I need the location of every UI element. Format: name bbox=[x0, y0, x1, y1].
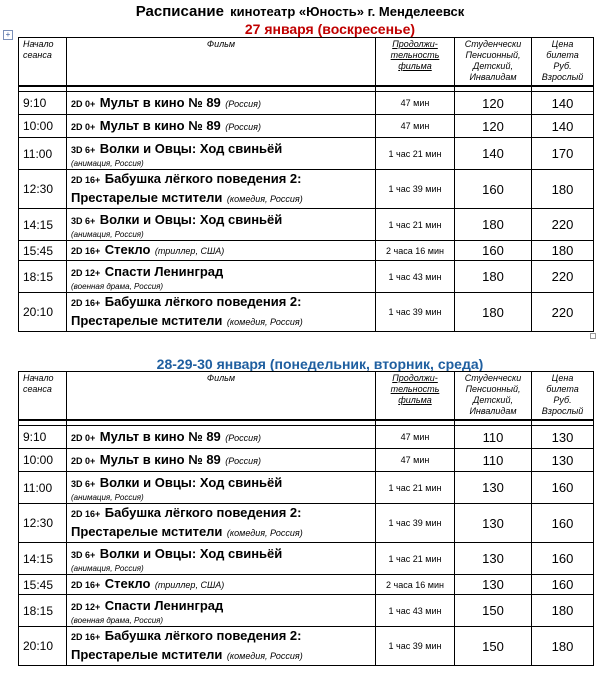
price-adult: 160 bbox=[532, 543, 594, 575]
film-duration: 2 часа 16 мин bbox=[376, 575, 455, 595]
table-row bbox=[19, 627, 594, 666]
film-title: Стекло bbox=[104, 242, 151, 257]
film-duration: 1 час 43 мин bbox=[376, 261, 455, 293]
film-duration: 1 час 21 мин bbox=[376, 543, 455, 575]
session-time: 10:00 bbox=[19, 115, 67, 138]
price-adult: 180 bbox=[532, 595, 594, 627]
film-cell bbox=[67, 627, 376, 666]
film-cell bbox=[67, 293, 376, 332]
film-duration: 1 час 21 мин bbox=[376, 138, 455, 170]
film-duration: 1 час 39 мин bbox=[376, 504, 455, 543]
session-time: 18:15 bbox=[19, 595, 67, 627]
price-adult: 160 bbox=[532, 575, 594, 595]
film-title: Волки и Овцы: Ход свиньёй bbox=[99, 140, 283, 156]
film-cell bbox=[67, 92, 376, 115]
price-student: 180 bbox=[455, 209, 532, 241]
price-adult: 130 bbox=[532, 426, 594, 449]
session-time: 10:00 bbox=[19, 449, 67, 472]
table-row bbox=[19, 293, 594, 332]
film-cell bbox=[67, 543, 376, 575]
col-header-time: Начало сеанса bbox=[19, 372, 67, 421]
price-student: 150 bbox=[455, 595, 532, 627]
film-duration: 1 час 21 мин bbox=[376, 209, 455, 241]
film-title-line2: Престарелые мстители bbox=[71, 190, 223, 205]
price-adult: 220 bbox=[532, 293, 594, 332]
table-row bbox=[19, 543, 594, 575]
film-duration: 47 мин bbox=[376, 92, 455, 115]
film-title: Волки и Овцы: Ход свиньёй bbox=[99, 474, 283, 490]
table-header-row bbox=[19, 372, 594, 421]
film-genre: (Россия) bbox=[225, 121, 261, 132]
schedule-table-1 bbox=[18, 37, 594, 332]
film-cell bbox=[67, 575, 376, 595]
section1-date: 27 января (воскресенье) bbox=[244, 21, 416, 37]
col-header-duration: Продолжи-тельность фильма bbox=[376, 38, 455, 87]
film-title: Мульт в кино № 89 bbox=[99, 94, 221, 110]
price-adult: 140 bbox=[532, 115, 594, 138]
film-duration: 1 час 39 мин bbox=[376, 293, 455, 332]
table-row bbox=[19, 209, 594, 241]
table-row bbox=[19, 472, 594, 504]
film-genre: (Россия) bbox=[225, 432, 261, 443]
film-cell bbox=[67, 209, 376, 241]
schedule-table-2 bbox=[18, 371, 594, 666]
session-time: 15:45 bbox=[19, 575, 67, 595]
film-title-line2: Престарелые мстители bbox=[71, 313, 223, 328]
price-student: 180 bbox=[455, 293, 532, 332]
film-genre: (анимация, Россия) bbox=[71, 229, 144, 239]
section2-body bbox=[19, 420, 594, 666]
table-row bbox=[19, 426, 594, 449]
film-title: Спасти Ленинград bbox=[104, 597, 224, 613]
film-genre: (Россия) bbox=[225, 455, 261, 466]
film-duration: 1 час 39 мин bbox=[376, 170, 455, 209]
title-cinema: кинотеатр «Юность» г. Менделеевск bbox=[230, 4, 465, 19]
session-time: 9:10 bbox=[19, 426, 67, 449]
film-format: 3D 6+ bbox=[71, 478, 96, 489]
price-adult: 160 bbox=[532, 472, 594, 504]
price-student: 160 bbox=[455, 241, 532, 261]
film-cell bbox=[67, 170, 376, 209]
film-title: Бабушка лёгкого поведения 2: bbox=[104, 505, 302, 520]
table-row bbox=[19, 449, 594, 472]
price-student: 140 bbox=[455, 138, 532, 170]
col-header-time: Начало сеанса bbox=[19, 38, 67, 87]
price-adult: 180 bbox=[532, 241, 594, 261]
col-header-film: Фильм bbox=[67, 38, 376, 87]
film-duration: 1 час 43 мин bbox=[376, 595, 455, 627]
film-title: Волки и Овцы: Ход свиньёй bbox=[99, 211, 283, 227]
film-format: 2D 0+ bbox=[71, 432, 96, 443]
film-genre: (анимация, Россия) bbox=[71, 563, 144, 573]
table-row bbox=[19, 241, 594, 261]
film-format: 2D 16+ bbox=[71, 298, 101, 308]
price-student: 110 bbox=[455, 449, 532, 472]
film-cell bbox=[67, 115, 376, 138]
film-format: 2D 0+ bbox=[71, 455, 96, 466]
col-header-duration: Продолжи-тельность фильма bbox=[376, 372, 455, 421]
table-row bbox=[19, 138, 594, 170]
film-genre: (комедия, Россия) bbox=[226, 651, 303, 661]
film-genre: (комедия, Россия) bbox=[226, 194, 303, 204]
film-duration: 47 мин bbox=[376, 426, 455, 449]
col-header-adult: Цена билета Руб. Взрослый bbox=[532, 372, 594, 421]
table-anchor-icon[interactable]: + bbox=[3, 30, 13, 40]
film-genre: (Россия) bbox=[225, 98, 261, 109]
table-row bbox=[19, 504, 594, 543]
film-cell bbox=[67, 241, 376, 261]
film-format: 2D 12+ bbox=[71, 267, 101, 278]
film-cell bbox=[67, 595, 376, 627]
price-adult: 220 bbox=[532, 261, 594, 293]
session-time: 20:10 bbox=[19, 627, 67, 666]
film-duration: 1 час 21 мин bbox=[376, 472, 455, 504]
film-cell bbox=[67, 261, 376, 293]
table-header-row bbox=[19, 38, 594, 87]
film-genre: (комедия, Россия) bbox=[226, 528, 303, 538]
session-time: 15:45 bbox=[19, 241, 67, 261]
film-title: Мульт в кино № 89 bbox=[99, 451, 221, 467]
film-format: 2D 16+ bbox=[71, 246, 101, 256]
session-time: 11:00 bbox=[19, 472, 67, 504]
price-student: 130 bbox=[455, 575, 532, 595]
col-header-student: Студенчески Пенсионный, Детский, Инвалидам bbox=[455, 38, 532, 87]
film-genre: (комедия, Россия) bbox=[226, 317, 303, 327]
film-format: 2D 16+ bbox=[71, 175, 101, 185]
film-format: 2D 0+ bbox=[71, 98, 96, 109]
film-format: 3D 6+ bbox=[71, 215, 96, 226]
film-duration: 2 часа 16 мин bbox=[376, 241, 455, 261]
session-time: 11:00 bbox=[19, 138, 67, 170]
film-format: 2D 12+ bbox=[71, 601, 101, 612]
film-genre: (анимация, Россия) bbox=[71, 158, 144, 168]
film-cell bbox=[67, 472, 376, 504]
price-adult: 180 bbox=[532, 627, 594, 666]
price-student: 130 bbox=[455, 472, 532, 504]
price-student: 120 bbox=[455, 92, 532, 115]
session-time: 12:30 bbox=[19, 504, 67, 543]
film-title: Волки и Овцы: Ход свиньёй bbox=[99, 545, 283, 561]
price-adult: 130 bbox=[532, 449, 594, 472]
col-header-adult: Цена билета Руб. Взрослый bbox=[532, 38, 594, 87]
price-student: 120 bbox=[455, 115, 532, 138]
page-title bbox=[0, 3, 600, 20]
price-adult: 220 bbox=[532, 209, 594, 241]
table-row bbox=[19, 115, 594, 138]
film-format: 2D 0+ bbox=[71, 121, 96, 132]
film-format: 2D 16+ bbox=[71, 632, 101, 642]
film-title: Стекло bbox=[104, 576, 151, 591]
session-time: 12:30 bbox=[19, 170, 67, 209]
film-genre: (триллер, США) bbox=[154, 580, 225, 590]
col-header-student: Студенчески Пенсионный, Детский, Инвалидам bbox=[455, 372, 532, 421]
session-time: 9:10 bbox=[19, 92, 67, 115]
film-duration: 1 час 39 мин bbox=[376, 627, 455, 666]
film-cell bbox=[67, 504, 376, 543]
film-duration: 47 мин bbox=[376, 115, 455, 138]
price-adult: 180 bbox=[532, 170, 594, 209]
film-format: 3D 6+ bbox=[71, 549, 96, 560]
table-row bbox=[19, 170, 594, 209]
film-title: Бабушка лёгкого поведения 2: bbox=[104, 294, 302, 309]
film-cell bbox=[67, 138, 376, 170]
session-time: 18:15 bbox=[19, 261, 67, 293]
price-student: 130 bbox=[455, 543, 532, 575]
film-genre: (военная драма, Россия) bbox=[71, 615, 164, 625]
session-time: 20:10 bbox=[19, 293, 67, 332]
price-adult: 140 bbox=[532, 92, 594, 115]
section2-date: 28-29-30 января (понедельник, вторник, среда) bbox=[156, 356, 484, 372]
price-student: 150 bbox=[455, 627, 532, 666]
film-genre: (анимация, Россия) bbox=[71, 492, 144, 502]
price-student: 160 bbox=[455, 170, 532, 209]
film-genre: (военная драма, Россия) bbox=[71, 281, 164, 291]
price-student: 180 bbox=[455, 261, 532, 293]
film-cell bbox=[67, 426, 376, 449]
film-cell bbox=[67, 449, 376, 472]
film-title: Мульт в кино № 89 bbox=[99, 117, 221, 133]
table-row bbox=[19, 595, 594, 627]
resize-handle[interactable] bbox=[590, 333, 596, 339]
film-title: Мульт в кино № 89 bbox=[99, 428, 221, 444]
film-format: 2D 16+ bbox=[71, 580, 101, 590]
film-title-line2: Престарелые мстители bbox=[71, 524, 223, 539]
price-student: 130 bbox=[455, 504, 532, 543]
film-genre: (триллер, США) bbox=[154, 246, 225, 256]
session-time: 14:15 bbox=[19, 543, 67, 575]
col-header-film: Фильм bbox=[67, 372, 376, 421]
title-main: Расписание bbox=[135, 3, 224, 20]
film-format: 3D 6+ bbox=[71, 144, 96, 155]
section1-body bbox=[19, 86, 594, 332]
session-time: 14:15 bbox=[19, 209, 67, 241]
price-adult: 170 bbox=[532, 138, 594, 170]
table-row bbox=[19, 575, 594, 595]
film-title: Бабушка лёгкого поведения 2: bbox=[104, 628, 302, 643]
table-row bbox=[19, 92, 594, 115]
table-row bbox=[19, 261, 594, 293]
film-format: 2D 16+ bbox=[71, 509, 101, 519]
film-title-line2: Престарелые мстители bbox=[71, 647, 223, 662]
price-student: 110 bbox=[455, 426, 532, 449]
film-title: Спасти Ленинград bbox=[104, 263, 224, 279]
price-adult: 160 bbox=[532, 504, 594, 543]
film-title: Бабушка лёгкого поведения 2: bbox=[104, 171, 302, 186]
film-duration: 47 мин bbox=[376, 449, 455, 472]
